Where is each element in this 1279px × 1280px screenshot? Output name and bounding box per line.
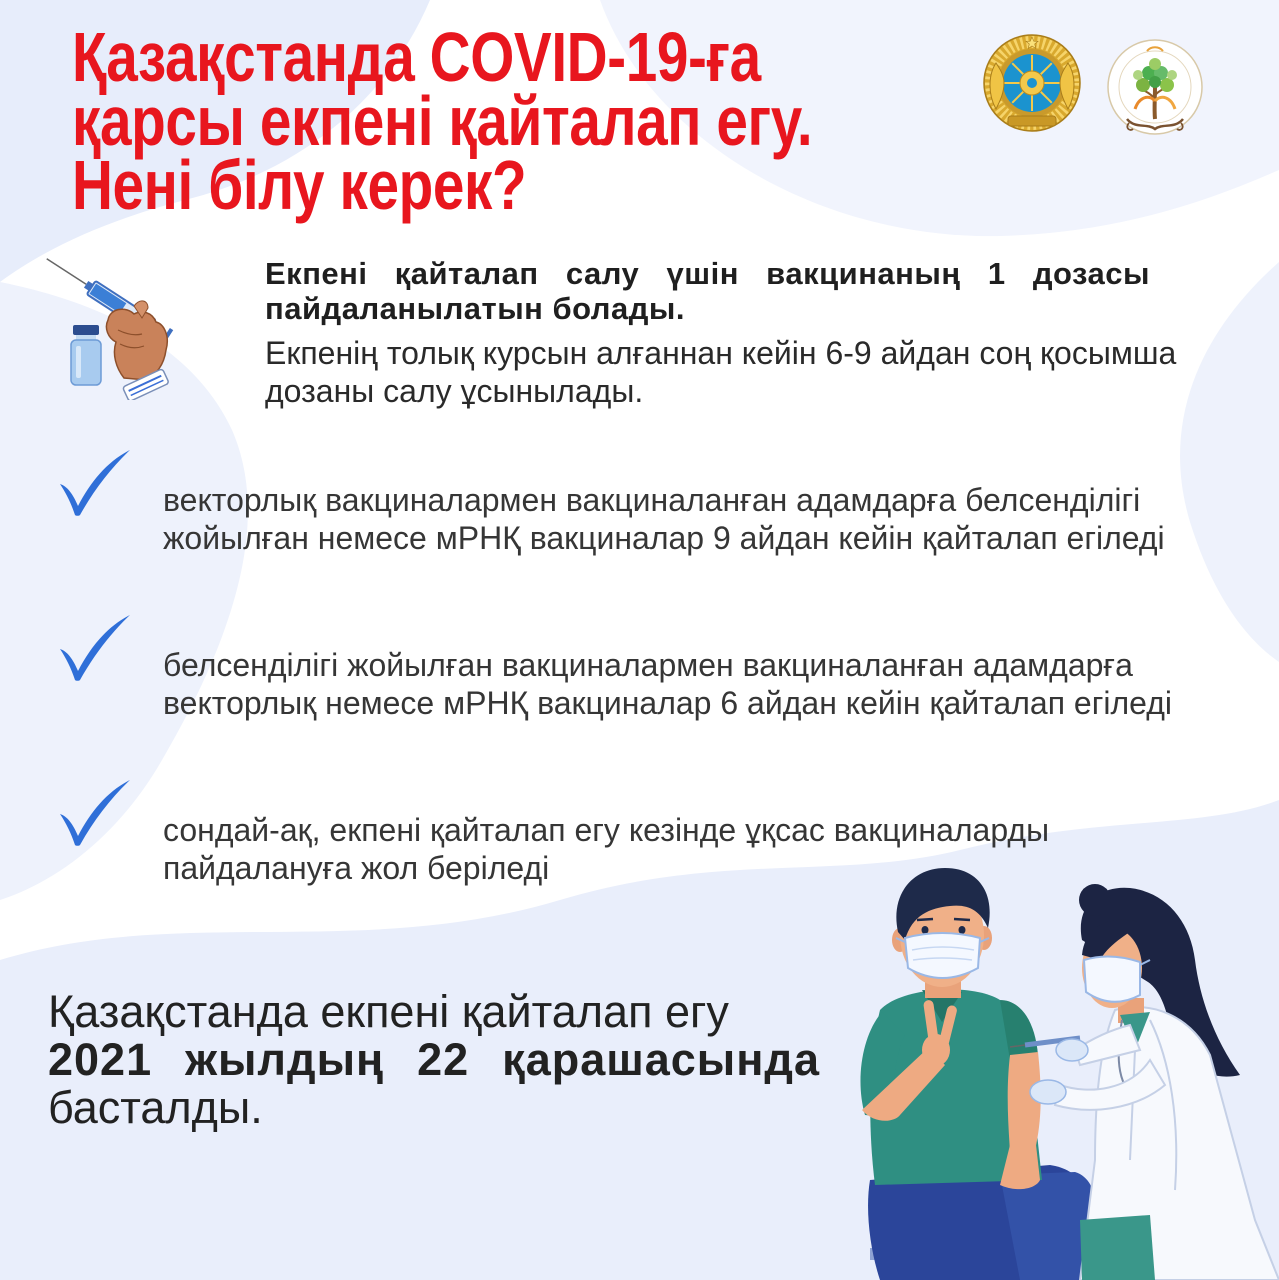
list-item-line: сондай-ақ, екпені қайталап егу кезінде ұқсас вакциналарды — [163, 812, 1050, 848]
title-line: қарсы екпені қайталап егу. — [72, 82, 813, 160]
intro-line: дозаны салу ұсынылады. — [265, 373, 644, 409]
title-line: Нені білу керек? — [72, 146, 527, 224]
list-item-line: пайдалануға жол беріледі — [163, 850, 550, 886]
page-title — [72, 18, 813, 224]
footer-line: Қазақстанда екпені қайталап егу — [48, 986, 729, 1037]
footer-date: 2021 жылдың 22 қарашасында — [48, 1034, 820, 1085]
footer-line: басталды. — [48, 1082, 263, 1133]
list-item-text — [163, 481, 1165, 557]
intro-paragraph — [265, 256, 1176, 410]
intro-bold-line: пайдаланылатын болады. — [265, 291, 686, 326]
title-line: Қазақстанда COVID-19-ға — [72, 18, 761, 96]
patient-figure — [860, 868, 1095, 1280]
intro-line: Екпенің толық курсын алғаннан кейін 6-9 айдан соң қосымша — [265, 335, 1177, 371]
health-center-logo-icon — [1105, 37, 1205, 137]
list-item-line: векторлық вакциналармен вакциналанған адамдарға белсенділігі — [163, 482, 1141, 518]
kazakhstan-emblem-icon — [982, 33, 1082, 133]
check-icon — [58, 778, 132, 848]
list-item — [0, 481, 1279, 646]
vial-icon — [71, 325, 101, 385]
intro-bold-line: Екпені қайталап салу үшін вакцинаның 1 дозасы — [265, 256, 1150, 291]
hand-icon — [106, 301, 169, 400]
list-item-line: белсенділігі жойылған вакциналармен вакциналанған адамдарға — [163, 647, 1133, 683]
list-item-line: векторлық немесе мРНҚ вакциналар 6 айдан кейін қайталап егіледі — [163, 685, 1173, 721]
syringe-vial-icon — [38, 250, 178, 400]
list-item-text — [163, 646, 1172, 722]
check-icon — [58, 448, 132, 518]
list-item-line: жойылған немесе мРНҚ вакциналар 9 айдан кейін қайталап егіледі — [163, 520, 1165, 556]
list-item — [0, 646, 1279, 811]
vaccination-illustration — [850, 860, 1279, 1280]
check-icon — [58, 613, 132, 683]
footer-statement — [48, 988, 820, 1132]
